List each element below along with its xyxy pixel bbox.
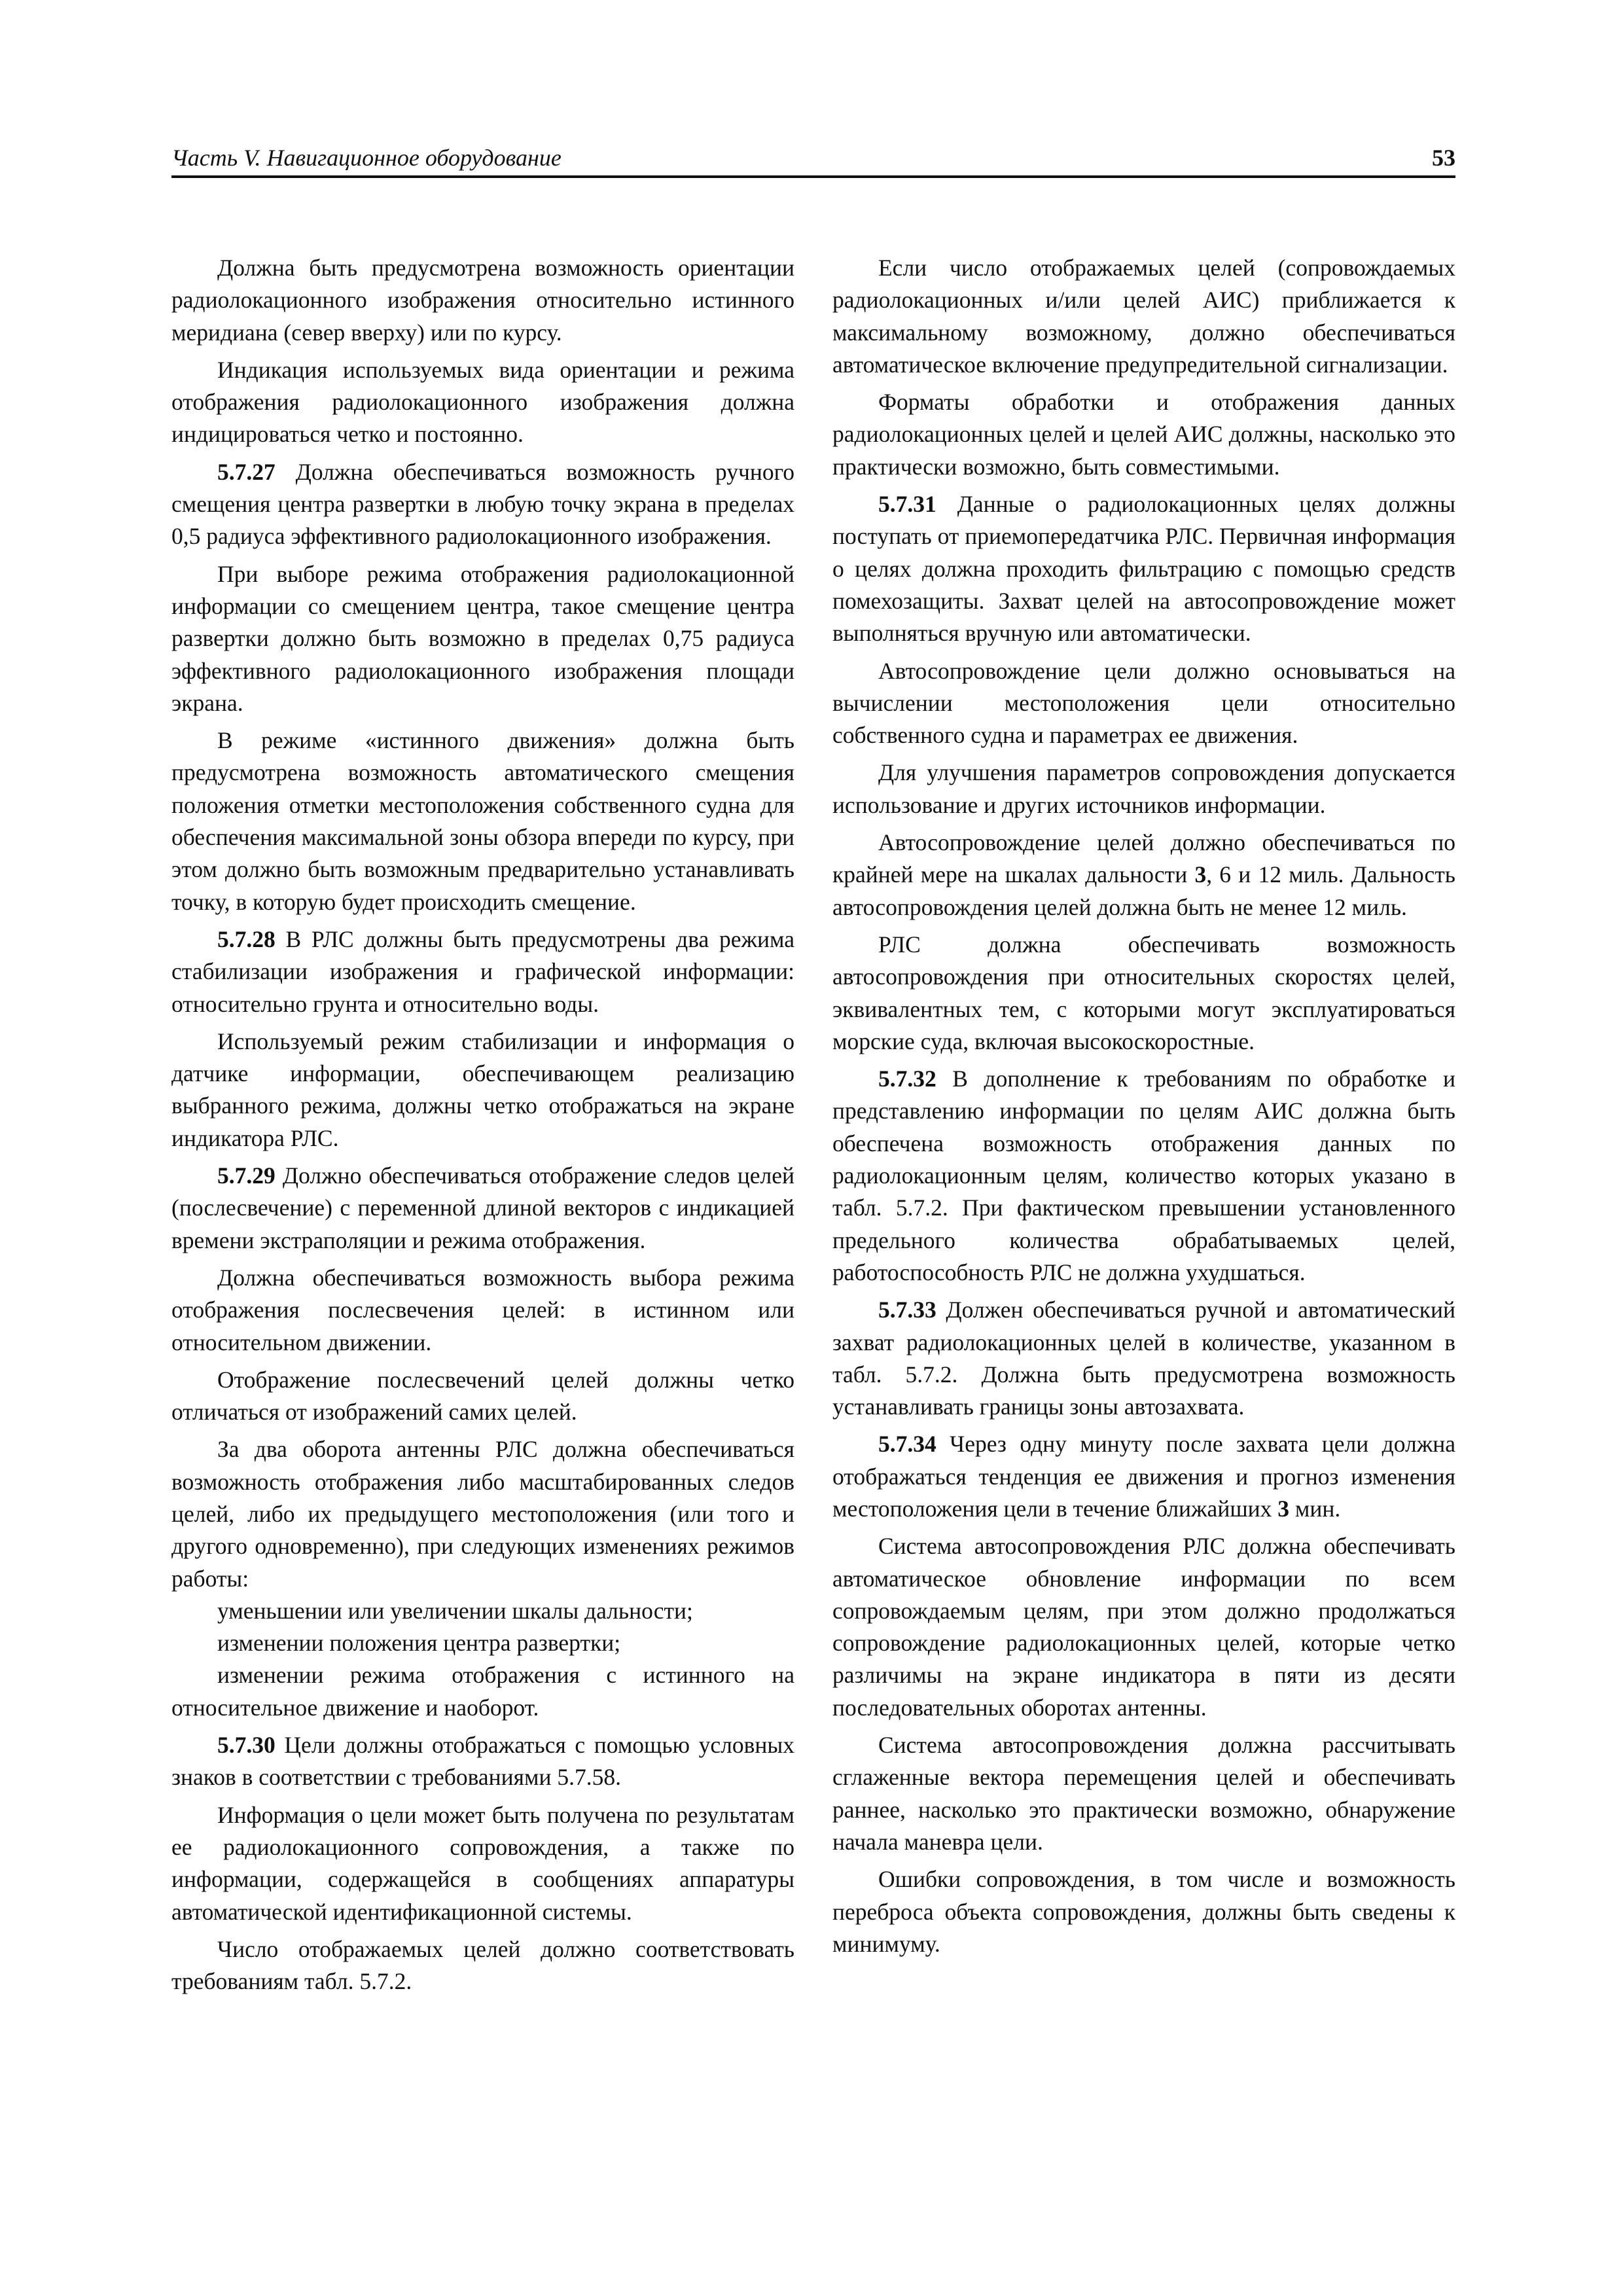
paragraph-text: Должна быть предусмотрена возможность ориентации радиолокационного изображения относительно истинного меридиана (север вверху) или по курсу. [171,255,794,346]
paragraph [832,1863,1455,1960]
paragraph-text: Для улучшения параметров сопровождения допускается использование и других источников информации. [832,759,1455,818]
paragraph-text: Информация о цели может быть получена по результатам ее радиолокационного сопровождения, а также по информации, содержащейся в сообщениях аппаратуры автоматической идентификационной системы. [171,1801,794,1925]
paragraph-text: Система автосопровождения должна рассчитывать сглаженные вектора перемещения целей и обеспечивать раннее, насколько это практически возможно, обнаружение начала маневра цели. [832,1732,1455,1855]
paragraph [171,1026,794,1155]
paragraph-text: Должна обеспечиваться возможность ручного смещения центра развертки в любую точку экрана в пределах 0,5 радиуса эффективного радиолокационного изображения. [171,458,794,550]
clause-number: 5.7.28 [217,925,276,952]
clause-number: 5.7.27 [217,458,276,485]
paragraph-text: Если число отображаемых целей (сопровождаемых радиолокационных и/или целей АИС) приближается к максимальному возможному, должно обеспечиваться автоматическое включение предупредительной сигнализации. [832,255,1455,378]
paragraph [832,488,1455,649]
paragraph [832,1530,1455,1724]
paragraph-text: изменении положения центра развертки; [217,1630,621,1657]
paragraph-text: Число отображаемых целей должно соответствовать требованиям табл. 5.7.2. [171,1935,794,1995]
header-rule [171,175,1455,178]
paragraph [171,354,794,451]
paragraph [171,1799,794,1928]
paragraph-text: При выборе режима отображения радиолокационной информации со смещением центра, такое смещение центра развертки должно быть возможно в пределах 0,75 радиуса эффективного радиолокационного изображения площади экрана. [171,560,794,716]
paragraph-text: Данные о радиолокационных целях должны поступать от приемопередатчика РЛС. Первичная информация о целях должна проходить фильтрацию с помощью средств помехозащиты. Захват целей на автосопровождение может выполняться вручную или автоматически. [832,491,1455,647]
paragraph-text: Форматы обработки и отображения данных радиолокационных целей и целей АИС должны, насколько это практически возможно, быть совместимыми. [832,389,1455,480]
paragraph-text: Должна обеспечиваться возможность выбора режима отображения послесвечения целей: в истинном или относительном движении. [171,1264,794,1355]
page-number: 53 [1432,145,1455,171]
paragraph [171,725,794,918]
paragraph-text: , 6 и 12 миль. Дальность автосопровождения целей должна быть не менее 12 миль. [832,861,1455,920]
clause-number: 5.7.34 [878,1431,936,1458]
page-header [171,139,1455,179]
paragraph-text: В режиме «истинного движения» должна быть предусмотрена возможность автоматического смещения положения отметки местоположения собственного судна для обеспечения максимальной зоны обзора впереди по курсу, при этом должно быть возможным предварительно устанавливать точку, в которую будет происходить смещение. [171,727,794,915]
paragraph-text: В РЛС должны быть предусмотрены два режима стабилизации изображения и графической информации: относительно грунта и относительно воды. [171,925,794,1017]
paragraph [832,386,1455,483]
paragraph [832,1294,1455,1423]
paragraph-text: В дополнение к требованиям по обработке и представлению информации по целям АИС должна быть обеспечена возможность отображения данных по радиолокационным целям, количество которых указано в табл. 5.7.2. При фактическом превышении установленного предельного количества обрабатываемых целей, работоспособность РЛС не должна ухудшаться. [832,1066,1455,1285]
paragraph [832,757,1455,821]
paragraph-text: изменении режима отображения с истинного на относительное движение и наоборот. [171,1662,794,1721]
clause-number: 5.7.31 [878,491,936,518]
paragraph [832,1063,1455,1289]
paragraph-text: мин. [1289,1495,1341,1522]
paragraph-text: РЛС должна обеспечивать возможность автосопровождения при относительных скоростях целей, эквивалентных тем, с которыми могут эксплуатироваться морские суда, включая высокоскоростные. [832,931,1455,1054]
left-column [171,252,794,1998]
paragraph [832,827,1455,924]
paragraph [832,252,1455,381]
paragraph [171,558,794,719]
paragraph [171,456,794,553]
clause-number: 5.7.29 [217,1162,276,1189]
paragraph-text: Должен обеспечиваться ручной и автоматический захват радиолокационных целей в количестве, указанном в табл. 5.7.2. Должна быть предусмотрена возможность устанавливать границы зоны автозахвата. [832,1297,1455,1420]
paragraph [171,1160,794,1257]
paragraph [171,1364,794,1429]
emphasized-number: 3 [1194,861,1207,888]
clause-number: 5.7.30 [217,1732,276,1759]
paragraph-text: Автосопровождение целей должно обеспечиваться по крайней мере на шкалах дальности [832,829,1455,888]
clause-number: 5.7.33 [878,1297,936,1323]
paragraph-text: Цели должны отображаться с помощью условных знаков в соответствии с требованиями 5.7.58. [171,1732,794,1791]
paragraph [171,924,794,1020]
paragraph [171,1659,794,1724]
paragraph [171,1595,794,1627]
paragraph [171,252,794,349]
paragraph-text: Система автосопровождения РЛС должна обеспечивать автоматическое обновление информации по всем сопровождаемым целям, при этом должно продолжаться сопровождение радиолокационных целей, которые четко различимы на экране индикатора в пяти из десяти последовательных оборотах антенны. [832,1533,1455,1721]
paragraph [832,655,1455,752]
paragraph-text: Через одну минуту после захвата цели должна отображаться тенденция ее движения и прогноз изменения местоположения цели в течение ближайших [832,1431,1455,1522]
paragraph-text: уменьшении или увеличении шкалы дальности; [217,1597,693,1624]
paragraph-text: Отображение послесвечений целей должны четко отличаться от изображений самих целей. [171,1366,794,1426]
paragraph-text: Используемый режим стабилизации и информация о датчике информации, обеспечивающем реализацию выбранного режима, должны четко отображаться на экране индикатора РЛС. [171,1028,794,1151]
right-column [832,252,1455,1960]
clause-number: 5.7.32 [878,1066,936,1092]
paragraph-text: Индикация используемых вида ориентации и режима отображения радиолокационного изображения должна индицироваться четко и постоянно. [171,356,794,448]
paragraph-text: За два оборота антенны РЛС должна обеспечиваться возможность отображения либо масштабированных следов целей, либо их предыдущего местоположения (или того и другого одновременно), при следующих изменениях режимов работы: [171,1436,794,1592]
paragraph [171,1262,794,1359]
paragraph-text: Ошибки сопровождения, в том числе и возможность переброса объекта сопровождения, должны быть сведены к минимуму. [832,1866,1455,1957]
paragraph-text: Автосопровождение цели должно основываться на вычислении местоположения цели относительно собственного судна и параметрах ее движения. [832,657,1455,749]
paragraph [171,1627,794,1659]
paragraph [832,1428,1455,1525]
paragraph [832,1729,1455,1858]
running-title: Часть V. Навигационное оборудование [171,145,562,171]
paragraph [832,929,1455,1058]
paragraph [171,1433,794,1594]
paragraph [171,1933,794,1998]
paragraph-text: Должно обеспечиваться отображение следов целей (послесвечение) с переменной длиной векторов с индикацией времени экстраполяции и режима отображения. [171,1162,794,1253]
emphasized-number: 3 [1277,1495,1290,1522]
paragraph [171,1729,794,1794]
